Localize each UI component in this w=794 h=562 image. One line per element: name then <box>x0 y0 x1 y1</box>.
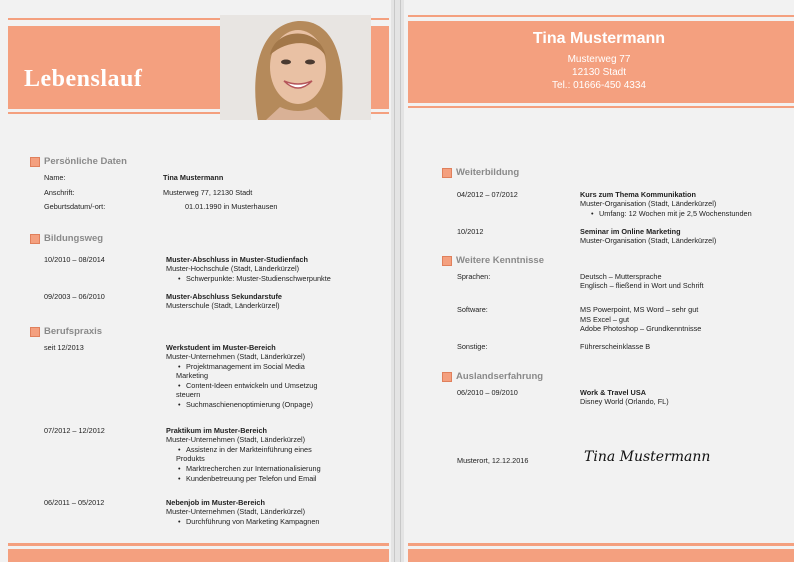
top-rule <box>408 15 794 17</box>
software-item: MS Powerpoint, MS Word – sehr gut <box>580 305 699 314</box>
experience-bullet-cont: steuern <box>176 390 201 399</box>
section-heading: Persönliche Daten <box>44 156 127 167</box>
experience-bullet: • Kundenbetreuung per Telefon und Email <box>186 474 317 483</box>
portrait-image <box>220 15 371 120</box>
section-heading: Weiterbildung <box>456 167 520 178</box>
experience-date: 06/2011 – 05/2012 <box>44 498 105 507</box>
experience-bullet: • Projektmanagement im Social Media <box>186 362 305 371</box>
place-date: Musterort, 12.12.2016 <box>457 456 529 465</box>
cv-page-left <box>0 0 391 562</box>
language-item: Deutsch – Muttersprache <box>580 272 662 281</box>
section-marker-icon <box>30 327 40 337</box>
section-marker-icon <box>30 234 40 244</box>
experience-bullet-cont: Produkts <box>176 454 205 463</box>
bottom-rule <box>408 543 794 546</box>
further-title: Kurs zum Thema Kommunikation <box>580 190 696 199</box>
section-heading: Berufspraxis <box>44 326 103 337</box>
further-org: Muster-Organisation (Stadt, Länderkürzel) <box>580 236 717 245</box>
experience-bullet: • Marktrecherchen zur Internationalisierung <box>186 464 321 473</box>
education-org: Musterschule (Stadt, Länderkürzel) <box>166 301 280 310</box>
name-value: Tina Mustermann <box>163 173 224 182</box>
bottom-band <box>8 549 389 562</box>
gutter-line <box>394 0 395 562</box>
section-marker-icon <box>442 256 452 266</box>
further-title: Seminar im Online Marketing <box>580 227 681 236</box>
experience-bullet: • Content-Ideen entwickeln und Umsetzug <box>186 381 317 390</box>
section-abroad <box>442 371 543 382</box>
bottom-rule <box>8 543 389 546</box>
bottom-band <box>408 549 794 562</box>
section-personal-data <box>30 156 127 167</box>
page-gutter <box>391 0 404 562</box>
education-date: 09/2003 – 06/2010 <box>44 292 105 301</box>
name-label: Name: <box>44 173 66 182</box>
experience-org: Muster-Unternehmen (Stadt, Länderkürzel) <box>166 507 306 516</box>
address-value: Musterweg 77, 12130 Stadt <box>163 188 253 197</box>
section-heading: Weitere Kenntnisse <box>456 255 544 266</box>
experience-org: Muster-Unternehmen (Stadt, Länderkürzel) <box>166 352 306 361</box>
software-item: Adobe Photoshop – Grundkenntnisse <box>580 324 702 333</box>
section-heading: Bildungsweg <box>44 233 104 244</box>
section-heading: Auslandserfahrung <box>456 371 544 382</box>
experience-title: Werkstudent im Muster-Bereich <box>166 343 276 352</box>
header-city: 12130 Stadt <box>572 67 626 78</box>
experience-bullet: • Assistenz in der Markteinführung eines <box>186 445 312 454</box>
other-value: Führerscheinklasse B <box>580 342 651 351</box>
birth-value: 01.01.1990 in Musterhausen <box>185 202 278 211</box>
further-date: 10/2012 <box>457 227 484 236</box>
address-label: Anschrift: <box>44 188 75 197</box>
education-date: 10/2010 – 08/2014 <box>44 255 105 264</box>
education-title: Muster-Abschluss Sekundarstufe <box>166 292 282 301</box>
experience-org: Muster-Unternehmen (Stadt, Länderkürzel) <box>166 435 306 444</box>
other-label: Sonstige: <box>457 342 488 351</box>
header-phone: Tel.: 01666-450 4334 <box>552 80 646 91</box>
experience-date: seit 12/2013 <box>44 343 84 352</box>
experience-date: 07/2012 – 12/2012 <box>44 426 105 435</box>
further-date: 04/2012 – 07/2012 <box>457 190 518 199</box>
software-label: Software: <box>457 305 488 314</box>
education-bullet: • Schwerpunkte: Muster-Studienschwerpunkte <box>186 274 331 283</box>
education-title: Muster-Abschluss in Muster-Studienfach <box>166 255 308 264</box>
experience-bullet-cont: Marketing <box>176 371 209 380</box>
experience-bullet: • Suchmaschienenoptimierung (Onpage) <box>186 400 313 409</box>
section-education <box>30 233 103 244</box>
gutter-line <box>400 0 401 562</box>
section-experience <box>30 326 102 337</box>
abroad-date: 06/2010 – 09/2010 <box>457 388 518 397</box>
page-title: Lebenslauf <box>24 66 143 92</box>
header-name: Tina Mustermann <box>532 30 666 47</box>
languages-label: Sprachen: <box>457 272 491 281</box>
experience-bullet: • Durchführung von Marketing Kampagnen <box>186 517 319 526</box>
header-rule <box>408 106 794 108</box>
abroad-title: Work & Travel USA <box>580 388 646 397</box>
further-org: Muster-Organisation (Stadt, Länderkürzel) <box>580 199 717 208</box>
section-skills <box>442 255 544 266</box>
education-org: Muster-Hochschule (Stadt, Länderkürzel) <box>166 264 300 273</box>
software-item: MS Excel – gut <box>580 315 630 324</box>
section-marker-icon <box>442 168 452 178</box>
section-marker-icon <box>442 372 452 382</box>
language-item: Englisch – fließend in Wort und Schrift <box>580 281 704 290</box>
birth-label: Geburtsdatum/-ort: <box>44 202 106 211</box>
section-marker-icon <box>30 157 40 167</box>
signature: Tina Mustermann <box>584 449 711 465</box>
header-street: Musterweg 77 <box>567 54 631 65</box>
experience-title: Nebenjob im Muster-Bereich <box>166 498 265 507</box>
further-bullet: • Umfang: 12 Wochen mit je 2,5 Wochenstunden <box>599 209 752 218</box>
abroad-place: Disney World (Orlando, FL) <box>580 397 669 406</box>
experience-title: Praktikum im Muster-Bereich <box>166 426 267 435</box>
section-further-education <box>442 167 519 178</box>
profile-photo <box>220 15 371 120</box>
